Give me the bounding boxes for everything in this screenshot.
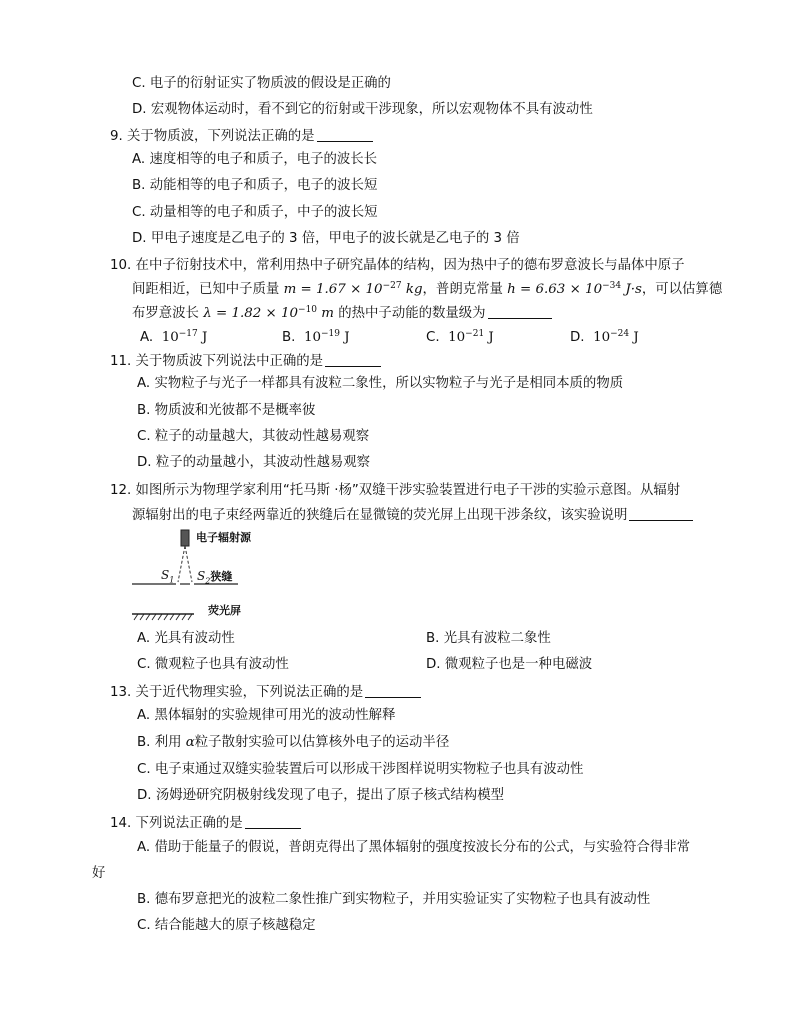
q9-option-b: B. 动能相等的电子和质子，电子的波长短 <box>132 178 378 193</box>
q12-line-2 <box>132 506 693 526</box>
q14-option-a-line-2: 好 <box>92 866 106 881</box>
alpha-symbol: α <box>185 735 195 750</box>
q14-stem-text: 14. 下列说法正确的是 <box>110 816 243 831</box>
q8-option-c: C. 电子的衍射证实了物质波的假设是正确的 <box>132 76 391 91</box>
q12-option-b: B. 光具有波粒二象性 <box>426 631 551 646</box>
beam-path-right <box>185 546 192 582</box>
q14-option-a-line-1: A. 借助于能量子的假说，普朗克得出了黑体辐射的强度按波长分布的公式，与实验符合得非常 <box>137 840 691 855</box>
q9-option-a: A. 速度相等的电子和质子，电子的波长长 <box>132 152 378 167</box>
q10-text-d: 布罗意波长 <box>132 306 199 321</box>
beam-path-left <box>178 546 185 582</box>
q12-option-c: C. 微观粒子也具有波动性 <box>137 657 289 672</box>
q10-mass-formula: $m = 1.67 \times 10^{-27}$ kg <box>283 281 423 297</box>
q11-option-b: B. 物质波和光彼都不是概率彼 <box>137 403 316 418</box>
q9-stem-text: 9. 关于物质波，下列说法正确的是 <box>110 129 315 144</box>
q10-text-e: 的热中子动能的数量级为 <box>334 306 486 321</box>
screen-hatching <box>134 614 192 620</box>
q13-option-d: D. 汤姆逊研究阴极射线发现了电子，提出了原子核式结构模型 <box>137 788 504 803</box>
q10-answer-blank[interactable] <box>488 305 552 319</box>
q9-option-c: C. 动量相等的电子和质子，中子的波长短 <box>132 205 378 220</box>
electron-source-block <box>181 530 189 546</box>
q14-answer-blank[interactable] <box>245 815 301 829</box>
q13-option-a: A. 黑体辐射的实验规律可用光的波动性解释 <box>137 708 396 723</box>
fig-s2-slit-label: $S_2$狭缝 <box>197 569 233 586</box>
q14-stem <box>110 814 301 834</box>
q14-option-b: B. 德布罗意把光的波粒二象性推广到实物粒子，并用实验证实了实物粒子也具有波动性 <box>137 892 651 907</box>
q9-option-d: D. 甲电子速度是乙电子的 3 倍，甲电子的波长就是乙电子的 3 倍 <box>132 231 520 246</box>
q12-line-1: 12. 如图所示为物理学家利用“托马斯 ·杨”双缝干涉实验装置进行电子干涉的实验示意图。从辐射 <box>110 483 681 498</box>
q10-wavelength-formula: $\lambda = 1.82 \times 10^{-10}$ m <box>203 305 334 321</box>
q12-option-d: D. 微观粒子也是一种电磁波 <box>426 657 593 672</box>
q11-answer-blank[interactable] <box>325 353 381 367</box>
q13-answer-blank[interactable] <box>365 684 421 698</box>
q11-stem-text: 11. 关于物质波下列说法中正确的是 <box>110 354 324 369</box>
q14-option-c: C. 结合能越大的原子核越稳定 <box>137 918 316 933</box>
fig-electron-source-label: 电子辐射源 <box>196 531 251 544</box>
q10-option-c: C. $10^{-21}$ J <box>426 329 494 345</box>
q13-stem-text: 13. 关于近代物理实验，下列说法正确的是 <box>110 685 364 700</box>
q10-line-3 <box>132 304 552 324</box>
q10-text-c: ，可以估算德 <box>641 282 723 297</box>
q8-option-d: D. 宏观物体运动时，看不到它的衍射或干涉现象，所以宏观物体不具有波动性 <box>132 102 593 117</box>
q11-stem <box>110 352 381 372</box>
q10-text-b: ，普朗克常量 <box>422 282 503 297</box>
q13-option-c: C. 电子束通过双缝实验装置后可以形成干涉图样说明实物粒子也具有波动性 <box>137 762 584 777</box>
q9-answer-blank[interactable] <box>317 128 373 142</box>
q10-line-2 <box>132 280 722 300</box>
fig-s1-label: $S_1$ <box>161 568 175 585</box>
q12-option-a: A. 光具有波动性 <box>137 631 235 646</box>
q11-option-c: C. 粒子的动量越大，其彼动性越易观察 <box>137 429 370 444</box>
q10-option-a: A. $10^{-17}$ J <box>140 329 208 345</box>
q10-option-d: D. $10^{-24}$ J <box>570 329 639 345</box>
q9-stem <box>110 127 373 147</box>
q11-option-a: A. 实物粒子与光子一样都具有波粒二象性，所以实物粒子与光子是相同本质的物质 <box>137 376 624 391</box>
q10-option-b: B. $10^{-19}$ J <box>282 329 350 345</box>
q10-line-1: 10. 在中子衍射技术中，常利用热中子研究晶体的结构，因为热中子的德布罗意波长与晶体中原子 <box>110 258 685 273</box>
q12-line-2-text: 源辐射出的电子束经两靠近的狭缝后在显微镜的荧光屏上出现干涉条纹，该实验说明 <box>132 508 628 523</box>
fig-screen-label: 荧光屏 <box>208 604 241 617</box>
q10-text-a: 间距相近，已知中子质量 <box>132 282 280 297</box>
q13-stem <box>110 683 421 703</box>
q11-option-d: D. 粒子的动量越小，其波动性越易观察 <box>137 455 371 470</box>
q13-option-b: B. 利用 α粒子散射实验可以估算核外电子的运动半径 <box>137 735 450 750</box>
q12-answer-blank[interactable] <box>629 507 693 521</box>
q10-planck-formula: $h = 6.63 \times 10^{-34}$ J·s <box>507 281 642 297</box>
